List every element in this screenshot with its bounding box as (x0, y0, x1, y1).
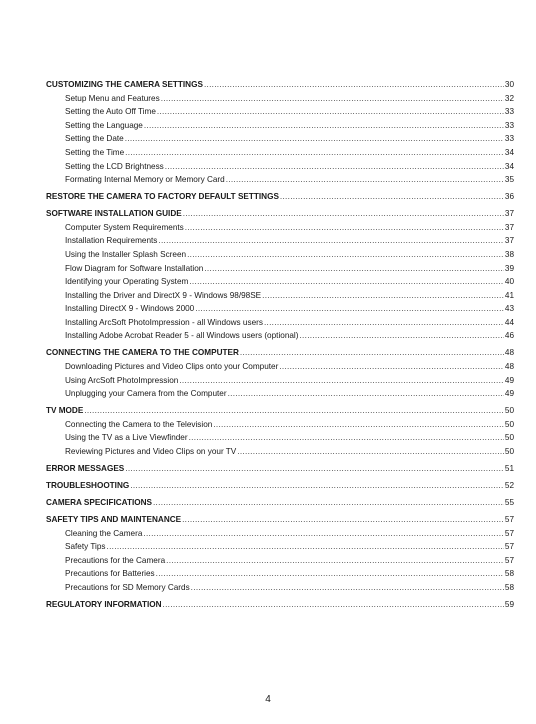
toc-subsection-entry (46, 160, 514, 174)
toc-subsection-entry (46, 173, 514, 187)
toc-entry-title: Identifying your Operating System (65, 277, 189, 287)
toc-entry-page: 49 (504, 375, 514, 385)
toc-dot-leader (187, 248, 504, 262)
toc-entry-page: 57 (504, 528, 514, 538)
toc-entry-page: 44 (504, 317, 514, 327)
toc-subsection-entry (46, 92, 514, 106)
toc-dot-leader (183, 207, 504, 221)
toc-subsection-entry (46, 316, 514, 330)
toc-dot-leader (157, 105, 504, 119)
toc-entry-page: 57 (504, 555, 514, 565)
toc-dot-leader (158, 234, 504, 248)
toc-dot-leader (204, 78, 504, 92)
toc-entry-page: 50 (504, 406, 514, 416)
toc-dot-leader (228, 387, 504, 401)
toc-dot-leader (264, 316, 504, 330)
toc-subsection-entry (46, 431, 514, 445)
toc-entry-page: 55 (504, 497, 514, 507)
toc-subsection-entry (46, 418, 514, 432)
toc-subsection-entry (46, 302, 514, 316)
toc-entry-title: SOFTWARE INSTALLATION GUIDE (46, 209, 182, 219)
toc-entry-page: 41 (504, 290, 514, 300)
toc-dot-leader (204, 262, 504, 276)
toc-entry-page: 46 (504, 331, 514, 341)
toc-dot-leader (125, 462, 504, 476)
toc-entry-title: CONNECTING THE CAMERA TO THE COMPUTER (46, 348, 239, 358)
table-of-contents (46, 78, 514, 611)
toc-section-entry (46, 513, 514, 527)
toc-entry-title: Using the TV as a Live Viewfinder (65, 433, 188, 443)
toc-entry-title: Installing Adobe Acrobat Reader 5 - all Windows users (optional) (65, 331, 299, 341)
toc-entry-page: 57 (504, 542, 514, 552)
toc-entry-page: 49 (504, 389, 514, 399)
toc-subsection-entry (46, 275, 514, 289)
toc-entry-page: 35 (504, 175, 514, 185)
toc-section-entry (46, 78, 514, 92)
page-number: 4 (265, 694, 271, 705)
toc-subsection-entry (46, 387, 514, 401)
toc-subsection-entry (46, 540, 514, 554)
toc-entry-title: Setting the Date (65, 134, 124, 144)
toc-entry-page: 39 (504, 263, 514, 273)
toc-section-entry (46, 404, 514, 418)
toc-section-entry (46, 190, 514, 204)
toc-entry-page: 37 (504, 209, 514, 219)
toc-entry-title: Precautions for the Camera (65, 555, 166, 565)
toc-entry-page: 58 (504, 569, 514, 579)
toc-dot-leader (125, 132, 504, 146)
toc-section-entry (46, 496, 514, 510)
toc-entry-page: 37 (504, 222, 514, 232)
toc-section-entry (46, 346, 514, 360)
toc-entry-page: 33 (504, 134, 514, 144)
toc-entry-title: RESTORE THE CAMERA TO FACTORY DEFAULT SETTINGS (46, 192, 279, 202)
toc-subsection-entry (46, 221, 514, 235)
toc-subsection-entry (46, 262, 514, 276)
toc-dot-leader (179, 374, 504, 388)
toc-entry-title: Installation Requirements (65, 236, 158, 246)
toc-dot-leader (161, 92, 504, 106)
toc-entry-title: Precautions for SD Memory Cards (65, 582, 190, 592)
toc-dot-leader (84, 404, 504, 418)
toc-entry-page: 40 (504, 277, 514, 287)
toc-dot-leader (107, 540, 504, 554)
toc-entry-page: 58 (504, 582, 514, 592)
toc-entry-title: REGULATORY INFORMATION (46, 599, 162, 609)
toc-entry-page: 50 (504, 433, 514, 443)
toc-entry-title: Downloading Pictures and Video Clips onto your Computer (65, 362, 279, 372)
toc-entry-title: Installing the Driver and DirectX 9 - Windows 98/98SE (65, 290, 262, 300)
toc-entry-title: Using ArcSoft PhotoImpression (65, 375, 179, 385)
toc-subsection-entry (46, 567, 514, 581)
toc-subsection-entry (46, 329, 514, 343)
toc-dot-leader (237, 445, 504, 459)
toc-dot-leader (279, 360, 504, 374)
toc-entry-page: 34 (504, 147, 514, 157)
toc-subsection-entry (46, 105, 514, 119)
toc-entry-page: 33 (504, 120, 514, 130)
toc-entry-page: 38 (504, 249, 514, 259)
toc-dot-leader (156, 567, 504, 581)
toc-dot-leader (166, 554, 504, 568)
toc-entry-title: Flow Diagram for Software Installation (65, 263, 204, 273)
toc-subsection-entry (46, 581, 514, 595)
toc-dot-leader (299, 329, 503, 343)
toc-subsection-entry (46, 132, 514, 146)
toc-entry-page: 50 (504, 447, 514, 456)
toc-dot-leader (191, 581, 504, 595)
toc-dot-leader (189, 275, 504, 289)
toc-dot-leader (213, 418, 504, 432)
toc-subsection-entry (46, 374, 514, 388)
toc-subsection-entry (46, 360, 514, 374)
toc-entry-title: Connecting the Camera to the Television (65, 419, 213, 429)
toc-entry-title: Setup Menu and Features (65, 93, 160, 103)
toc-entry-page: 34 (504, 161, 514, 171)
toc-entry-title: Formating Internal Memory or Memory Card (65, 175, 225, 185)
toc-entry-page: 33 (504, 107, 514, 117)
toc-entry-page: 57 (504, 514, 514, 524)
toc-dot-leader (153, 496, 504, 510)
toc-entry-title: Safety Tips (65, 542, 106, 552)
toc-entry-page: 59 (504, 599, 514, 609)
toc-entry-page: 32 (504, 93, 514, 103)
toc-entry-title: TROUBLESHOOTING (46, 480, 130, 490)
toc-section-entry (46, 479, 514, 493)
toc-subsection-entry (46, 289, 514, 303)
toc-entry-title: Precautions for Batteries (65, 569, 155, 579)
toc-entry-page: 48 (504, 348, 514, 358)
toc-entry-title: ERROR MESSAGES (46, 463, 125, 473)
toc-dot-leader (280, 190, 504, 204)
toc-entry-page: 30 (504, 80, 514, 89)
toc-dot-leader (165, 160, 504, 174)
toc-entry-title: Using the Installer Splash Screen (65, 249, 187, 259)
toc-entry-title: Computer System Requirements (65, 222, 184, 232)
toc-entry-title: Setting the Auto Off Time (65, 107, 156, 117)
toc-entry-page: 51 (504, 463, 514, 473)
toc-subsection-entry (46, 234, 514, 248)
toc-entry-page: 43 (504, 304, 514, 314)
toc-entry-page: 37 (504, 236, 514, 246)
toc-entry-title: Setting the LCD Brightness (65, 161, 164, 171)
toc-subsection-entry (46, 445, 514, 459)
toc-dot-leader (262, 289, 504, 303)
toc-dot-leader (226, 173, 504, 187)
toc-dot-leader (182, 513, 504, 527)
toc-subsection-entry (46, 146, 514, 160)
toc-dot-leader (240, 346, 504, 360)
toc-section-entry (46, 598, 514, 612)
toc-section-entry (46, 207, 514, 221)
toc-section-entry (46, 462, 514, 476)
toc-entry-title: Setting the Language (65, 120, 143, 130)
toc-entry-title: Setting the Time (65, 147, 125, 157)
toc-entry-title: Reviewing Pictures and Video Clips on your TV (65, 447, 237, 456)
toc-entry-title: Cleaning the Camera (65, 528, 143, 538)
toc-dot-leader (185, 221, 504, 235)
toc-entry-title: CUSTOMIZING THE CAMERA SETTINGS (46, 80, 203, 89)
toc-entry-title: Installing ArcSoft PhotoImpression - all Windows users (65, 317, 263, 327)
toc-entry-page: 48 (504, 362, 514, 372)
toc-entry-title: Installing DirectX 9 - Windows 2000 (65, 304, 195, 314)
toc-subsection-entry (46, 527, 514, 541)
toc-dot-leader (144, 119, 504, 133)
toc-entry-title: SAFETY TIPS AND MAINTENANCE (46, 514, 182, 524)
toc-entry-page: 36 (504, 192, 514, 202)
toc-dot-leader (189, 431, 504, 445)
toc-subsection-entry (46, 248, 514, 262)
toc-entry-page: 52 (504, 480, 514, 490)
toc-entry-title: Unplugging your Camera from the Computer (65, 389, 227, 399)
toc-subsection-entry (46, 119, 514, 133)
toc-dot-leader (125, 146, 504, 160)
toc-dot-leader (130, 479, 504, 493)
toc-entry-title: TV MODE (46, 406, 84, 416)
toc-subsection-entry (46, 554, 514, 568)
toc-entry-page: 50 (504, 419, 514, 429)
toc-dot-leader (195, 302, 504, 316)
toc-dot-leader (143, 527, 504, 541)
toc-dot-leader (163, 598, 504, 612)
toc-entry-title: CAMERA SPECIFICATIONS (46, 497, 152, 507)
